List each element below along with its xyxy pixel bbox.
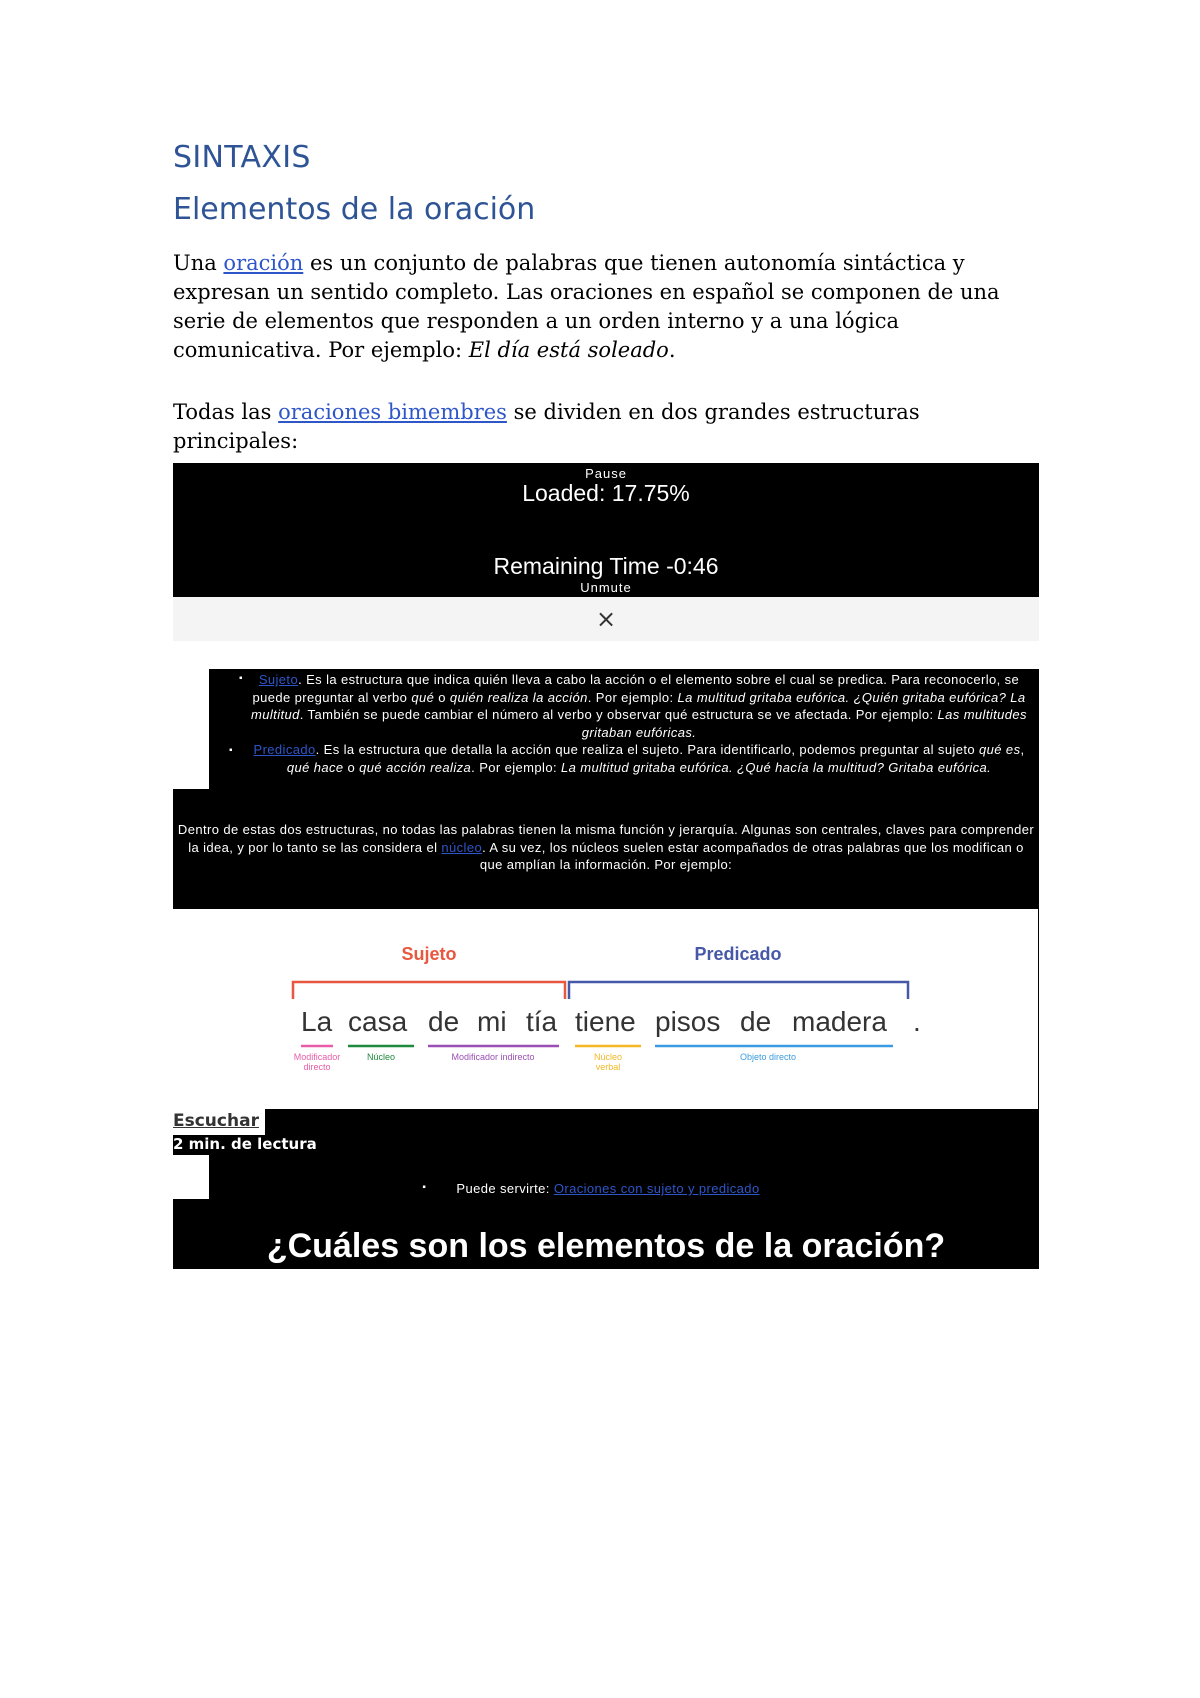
text: es un conjunto de palabras que tienen autonomía sintáctica y expresan un sentido completo. Las oraciones en español se componen de una serie de elementos que responden a un orden interno y a una lógica comunicativa. Por ejemplo: <box>173 251 1000 362</box>
text: , <box>1020 742 1025 758</box>
text: . También se puede cambiar el número al verbo y observar qué estructura se ve afectada. Por ejemplo: <box>299 707 938 723</box>
link-sujeto[interactable]: Sujeto <box>258 672 299 687</box>
paragraph-intro <box>173 249 1039 365</box>
label-nucleo: Núcleo <box>366 1052 396 1062</box>
player-close-bar <box>173 597 1039 641</box>
word: madera <box>792 1006 887 1037</box>
word: La <box>301 1006 333 1037</box>
link-oracion[interactable]: oración <box>223 251 304 275</box>
bullet-icon: ▪ <box>229 745 233 757</box>
puede-servirte <box>173 1181 1039 1196</box>
text: o <box>434 689 450 705</box>
heading-title: SINTAXIS <box>173 140 311 175</box>
label-nucleo-verbal-1: Núcleo <box>593 1052 623 1062</box>
remaining-time: Remaining Time -0:46 <box>493 553 719 579</box>
text: qué <box>411 689 435 705</box>
label-modificador-directo-2: directo <box>303 1062 331 1072</box>
section-question-heading: ¿Cuáles son los elementos de la oración? <box>266 1227 946 1265</box>
text: . Por ejemplo: <box>471 759 561 775</box>
text: . Por ejemplo: <box>587 689 678 705</box>
text: qué es <box>979 742 1021 758</box>
text: La multitud gritaba eufórica. ¿Quién gritaba eufórica? La multitud <box>251 689 1026 723</box>
word: pisos <box>655 1006 721 1037</box>
text: La multitud gritaba eufórica. ¿Qué hacía la multitud? Gritaba eufórica. <box>561 759 992 775</box>
label-modificador-directo-1: Modificador <box>293 1052 341 1062</box>
escuchar-button[interactable]: Escuchar <box>173 1111 259 1131</box>
reading-time: 2 min. de lectura <box>173 1135 317 1153</box>
text: . A su vez, los núcleos suelen estar acompañados de otras palabras que los modifican o que amplían la información. Por ejemplo: <box>479 839 1024 873</box>
word: . <box>913 1006 921 1037</box>
bullet-icon: ▪ <box>422 1182 427 1193</box>
text: Las multitudes gritaban eufóricas. <box>581 707 1027 740</box>
label-modificador-indirecto: Modificador indirecto <box>451 1052 535 1062</box>
definitions-list <box>209 671 1039 777</box>
heading-subtitle: Elementos de la oración <box>173 192 536 227</box>
text: quién realiza la acción <box>449 689 588 705</box>
text: . Es la estructura que detalla la acción que realiza el sujeto. Para identificarlo, podemos preguntar al sujeto <box>315 742 980 758</box>
text: se dividen en dos grandes estructuras principales: <box>173 400 920 453</box>
label-nucleo-verbal-2: verbal <box>595 1062 621 1072</box>
word: casa <box>348 1006 408 1037</box>
text: o <box>343 759 360 775</box>
text: qué acción realiza <box>359 759 472 775</box>
loaded-status: Loaded: 17.75% <box>522 480 690 506</box>
text: . Es la estructura que indica quién lleva a cabo la acción o el elemento sobre el cual se predica. Para reconocerlo, se puede preguntar al verbo <box>252 672 1020 705</box>
word: de <box>740 1006 772 1037</box>
text: Dentro de estas dos estructuras, no todas las palabras tienen la misma función y jerarquía. Algunas son centrales, claves para comprender la idea, y por lo tanto se las considera el <box>177 822 1035 855</box>
bracket-predicado <box>569 982 908 999</box>
list-item-sujeto <box>209 671 1039 741</box>
media-player <box>173 463 1039 597</box>
word: tía <box>526 1006 558 1037</box>
unmute-button[interactable]: Unmute <box>580 580 632 595</box>
word: de <box>428 1006 460 1037</box>
label-objeto-directo: Objeto directo <box>739 1052 797 1062</box>
pause-button[interactable]: Pause <box>585 466 627 481</box>
text: Puede servirte: <box>456 1181 554 1196</box>
definitions-block <box>173 669 1039 909</box>
link-predicado[interactable]: Predicado <box>253 742 316 758</box>
link-oraciones-sujeto-predicado[interactable]: Oraciones con sujeto y predicado <box>553 1181 760 1196</box>
text: qué hace <box>286 759 344 775</box>
close-icon[interactable]: × <box>595 605 617 633</box>
list-item-predicado <box>209 741 1039 776</box>
paragraph-bimembres <box>173 398 1039 456</box>
bullet-icon: ▪ <box>239 673 243 684</box>
bracket-sujeto <box>293 982 565 999</box>
word: mi <box>477 1006 507 1037</box>
link-nucleo[interactable]: núcleo <box>441 839 483 855</box>
label-sujeto: Sujeto <box>401 944 457 964</box>
indent-notch <box>173 669 209 789</box>
text: Una <box>173 251 224 275</box>
example-text: El día está soleado <box>468 338 669 362</box>
text: . <box>668 338 676 362</box>
text: Todas las <box>173 400 279 424</box>
word: tiene <box>575 1006 636 1037</box>
paragraph-nucleo <box>173 821 1039 874</box>
sentence-diagram <box>173 909 1039 1109</box>
bottom-block <box>173 1109 1039 1269</box>
link-oraciones-bimembres[interactable]: oraciones bimembres <box>278 400 507 424</box>
sentence-diagram-svg <box>173 909 1039 1109</box>
label-predicado: Predicado <box>694 944 782 964</box>
